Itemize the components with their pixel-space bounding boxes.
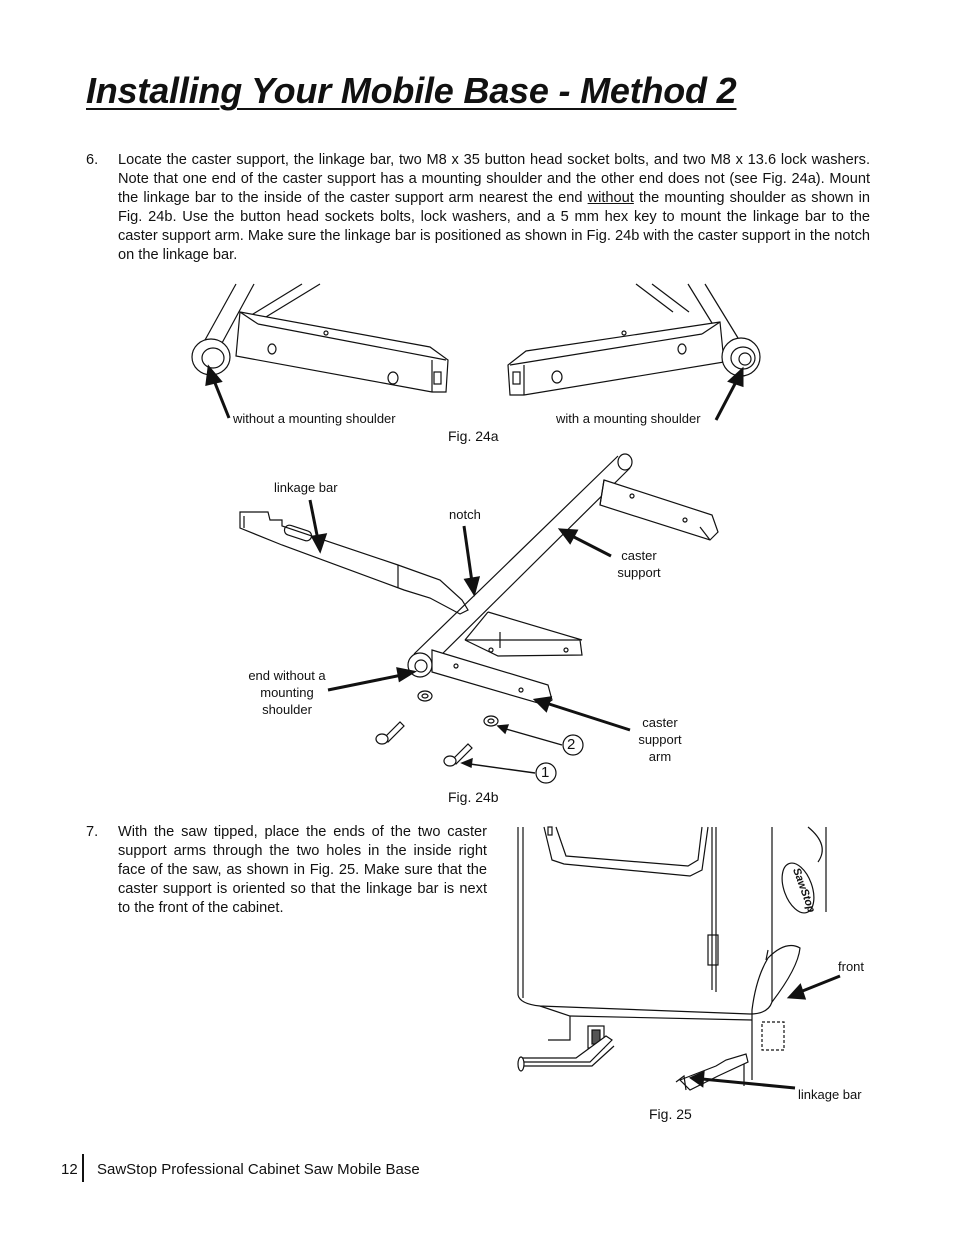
sawstop-logo-text: SawStop <box>790 866 818 915</box>
step-text-cont: the mounting shoulder as shown in Fig. 24b. Use the button head sockets bolts, lock washers, and a 5 mm hex key to mount the linkage bar to the caster support arm. Make sure the linkage bar is positioned as shown in Fig. 24b with the caster support in the notch on the linkage bar. <box>118 190 870 263</box>
step-text: Locate the caster support, the linkage bar, two M8 x 35 button head socket bolts, and two M8 x 13.6 lock washers. Note that one end of the caster support has a mounting shoulder and the other end does not (see Fig. 24a). Mount the linkage bar to the inside of the caster support arm nearest the end <box>118 152 870 206</box>
caster-support-arms <box>518 1036 748 1090</box>
label-caster-support-arm: caster support arm <box>638 715 682 764</box>
step-number: 6. <box>86 152 99 168</box>
label-notch: notch <box>449 507 481 522</box>
label-front: front <box>838 959 865 974</box>
fig-25-caption: Fig. 25 <box>649 1106 692 1122</box>
saw-cabinet <box>518 827 826 1014</box>
cabinet-base <box>540 946 800 1086</box>
underlined-word: without <box>587 190 634 206</box>
label-with-shoulder: with a mounting shoulder <box>556 411 701 426</box>
callout-1: 1 <box>541 764 550 781</box>
label-without-shoulder: without a mounting shoulder <box>233 411 396 426</box>
page-title: Installing Your Mobile Base - Method 2 <box>86 70 737 111</box>
label-linkage-bar-fig25: linkage bar <box>798 1087 862 1102</box>
label-caster-support: caster support <box>617 548 661 580</box>
fig-24b-caption: Fig. 24b <box>448 789 499 805</box>
page-number: 12 <box>61 1161 78 1178</box>
footer-title: SawStop Professional Cabinet Saw Mobile Base <box>97 1161 420 1178</box>
step-number: 7. <box>86 824 99 840</box>
label-end-without-shoulder: end without a mounting shoulder <box>248 668 326 717</box>
fig-24a-caption: Fig. 24a <box>448 428 499 444</box>
step-text: With the saw tipped, place the ends of the two caster support arms through the two holes in the inside right face of the saw, as shown in Fig. 25. Make sure that the caster support is oriented so that the linkage bar is next to the front of the cabinet. <box>118 824 487 916</box>
label-linkage-bar: linkage bar <box>274 480 338 495</box>
footer-divider <box>82 1154 84 1182</box>
callout-2: 2 <box>567 736 576 753</box>
